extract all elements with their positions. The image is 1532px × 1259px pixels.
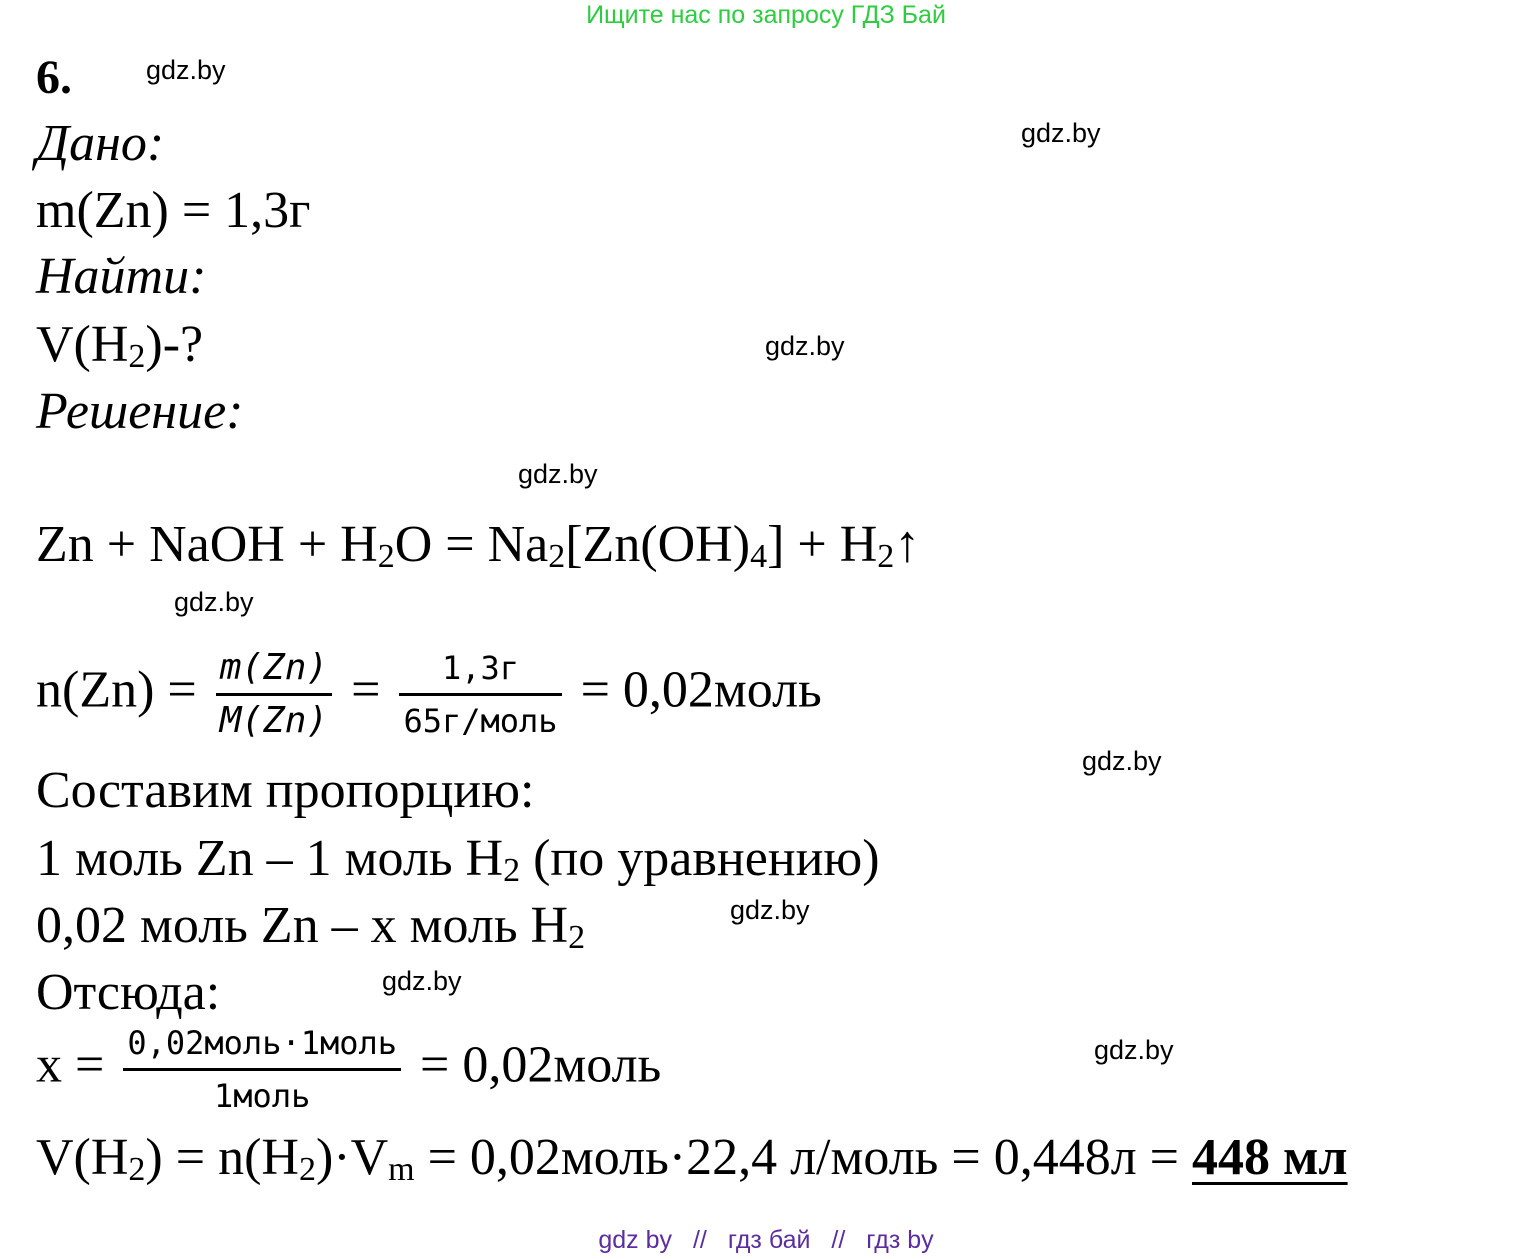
volume-text: )·V: [315, 1129, 389, 1186]
proportion-text: 1 моль Zn – 1 моль H: [36, 830, 504, 887]
volume-text: ) = n(H: [145, 1129, 299, 1186]
watermark: gdz.by: [1021, 118, 1101, 148]
task-number: 6.: [36, 51, 72, 104]
fraction-values: [399, 643, 561, 746]
proportion-text: (по уравнению): [520, 830, 880, 887]
footer-link-gdz-by-cyr[interactable]: гдз by: [866, 1226, 934, 1254]
equation-subscript: 4: [750, 538, 768, 575]
equation-subscript: 2: [377, 538, 395, 575]
footer-link-gdz-bai[interactable]: гдз бай: [727, 1226, 811, 1254]
volume-text: V(H: [36, 1129, 129, 1186]
fraction-numerator: 0,02моль·1моль: [123, 1018, 401, 1071]
x-result: = 0,02моль: [420, 1036, 662, 1094]
find-value-subscript: 2: [128, 338, 146, 375]
fraction-x: [123, 1018, 401, 1121]
volume-text: = 0,02моль·22,4 л/моль = 0,448л =: [414, 1129, 1192, 1186]
watermark: gdz.by: [730, 895, 810, 925]
final-answer: 448 мл: [1192, 1129, 1348, 1186]
moles-calculation: [36, 643, 822, 746]
equation-part: Zn + NaOH + H: [36, 516, 378, 573]
proportion-subscript: 2: [503, 852, 521, 889]
find-value-prefix: V(H: [36, 316, 129, 373]
volume-subscript: m: [388, 1151, 415, 1188]
watermark: gdz.by: [765, 331, 845, 361]
given-label: Дано:: [36, 115, 165, 172]
fraction-mass-over-molar-mass: [216, 643, 332, 746]
footer-separator: //: [692, 1226, 707, 1254]
watermark: gdz.by: [518, 459, 598, 489]
equation-part: ] + H: [767, 516, 878, 573]
x-calculation: [36, 1018, 661, 1121]
volume-calculation: [36, 1128, 1348, 1188]
solution-label: Решение:: [36, 383, 244, 440]
volume-subscript: 2: [128, 1151, 146, 1188]
find-label: Найти:: [36, 248, 207, 305]
find-value: [36, 315, 203, 375]
proportion-label: Составим пропорцию:: [36, 762, 535, 819]
watermark: gdz.by: [1094, 1035, 1174, 1065]
fraction-denominator: 1моль: [214, 1077, 311, 1115]
fraction-denominator: M(Zn): [219, 700, 329, 741]
proportion-row: [36, 896, 585, 956]
watermark: gdz.by: [174, 587, 254, 617]
footer-separator: //: [831, 1226, 846, 1254]
find-value-suffix: )-?: [145, 316, 204, 373]
equation-part: [Zn(OH): [565, 516, 751, 573]
footer-links: [0, 1224, 1532, 1256]
equation-subscript: 2: [548, 538, 566, 575]
watermark: gdz.by: [1082, 746, 1162, 776]
proportion-row: [36, 829, 880, 889]
equation-subscript: 2: [877, 538, 895, 575]
fraction-denominator: 65г/моль: [403, 702, 558, 740]
proportion-subscript: 2: [568, 919, 586, 956]
gas-arrow: ↑: [894, 516, 921, 573]
search-hint-link[interactable]: Ищите нас по запросу ГДЗ Бай: [586, 1, 946, 29]
proportion-text: 0,02 моль Zn – x моль H: [36, 897, 569, 954]
equation-part: O = Na: [394, 516, 549, 573]
fraction-numerator: m(Zn): [216, 643, 332, 696]
given-value: m(Zn) = 1,3г: [36, 182, 311, 239]
moles-result: = 0,02моль: [580, 661, 822, 719]
footer-link-gdz-by[interactable]: gdz by: [598, 1226, 673, 1254]
equals-sign: =: [351, 661, 381, 719]
fraction-numerator: 1,3г: [399, 643, 561, 696]
hence-label: Отсюда:: [36, 964, 221, 1021]
watermark: gdz.by: [382, 966, 462, 996]
volume-subscript: 2: [298, 1151, 316, 1188]
moles-lhs: n(Zn) =: [36, 661, 197, 719]
watermark: gdz.by: [146, 55, 226, 85]
reaction-equation: [36, 515, 920, 575]
x-lhs: x =: [36, 1036, 105, 1094]
